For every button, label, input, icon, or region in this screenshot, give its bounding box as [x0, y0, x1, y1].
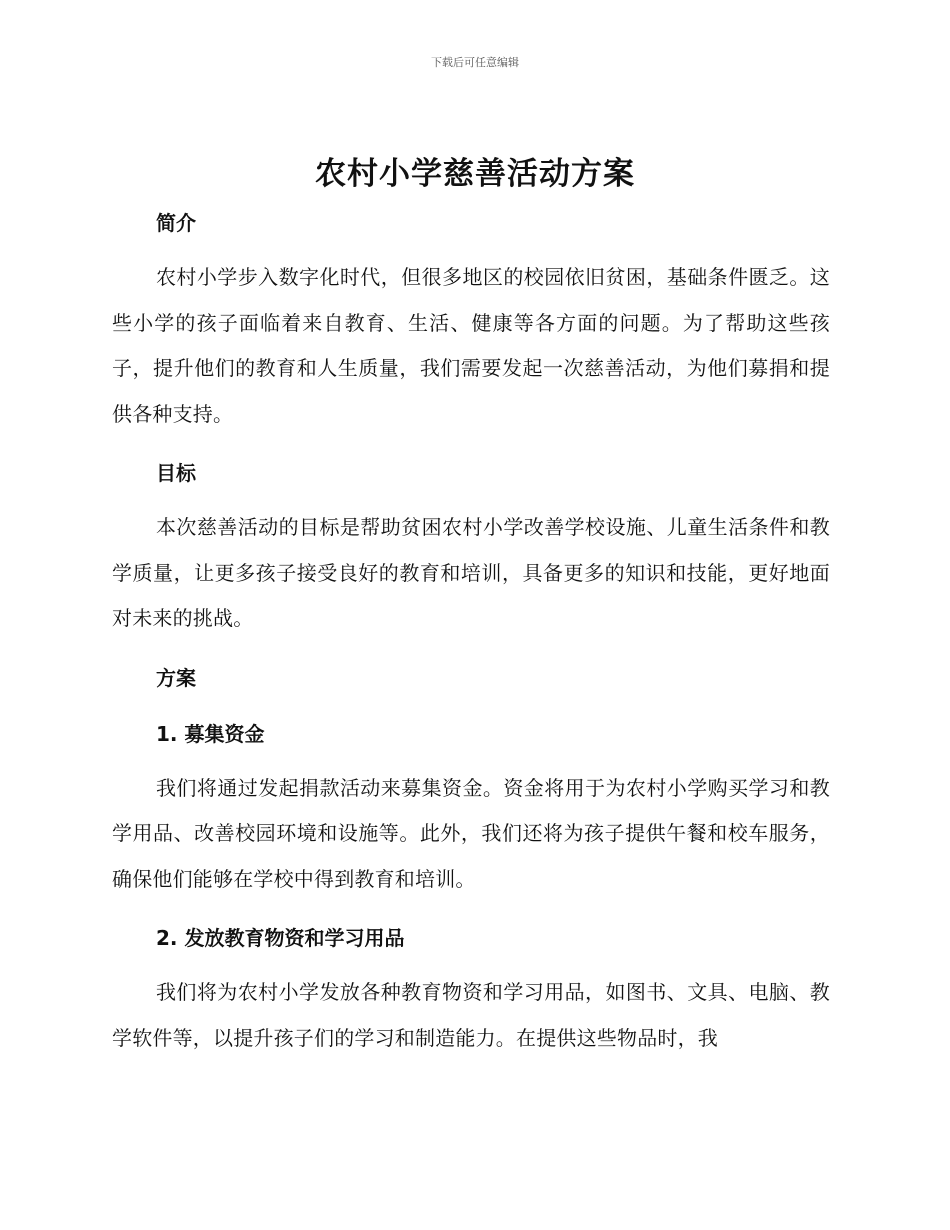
paragraph-intro: 农村小学步入数字化时代，但很多地区的校园依旧贫困，基础条件匮乏。这些小学的孩子面临着来自教育、生活、健康等各方面的问题。为了帮助这些孩子，提升他们的教育和人生质量，我们需要发起一次慈善活动，为他们募捐和提供各种支持。: [112, 265, 830, 426]
paragraph-plan-2: 我们将为农村小学发放各种教育物资和学习用品，如图书、文具、电脑、教学软件等，以提升孩子们的学习和制造能力。在提供这些物品时，我: [112, 980, 830, 1050]
section-heading-plan-1: 1. 募集资金: [156, 721, 265, 746]
paragraph-goal: 本次慈善活动的目标是帮助贫困农村小学改善学校设施、儿童生活条件和教学质量，让更多孩子接受良好的教育和培训，具备更多的知识和技能，更好地面对未来的挑战。: [112, 515, 830, 630]
section-heading-goal: 目标: [156, 461, 196, 485]
header-note: 下载后可任意编辑: [431, 56, 519, 69]
section-heading-plan-2: 2. 发放教育物资和学习用品: [156, 926, 405, 950]
section-heading-intro: 简介: [156, 211, 196, 235]
section-heading-plan: 方案: [156, 665, 196, 690]
document-title: 农村小学慈善活动方案: [315, 156, 635, 192]
document-body: [112, 203, 830, 1061]
paragraph-plan-1: 我们将通过发起捐款活动来募集资金。资金将用于为农村小学购买学习和教学用品、改善校园环境和设施等。此外，我们还将为孩子提供午餐和校车服务，确保他们能够在学校中得到教育和培训。: [112, 775, 830, 891]
